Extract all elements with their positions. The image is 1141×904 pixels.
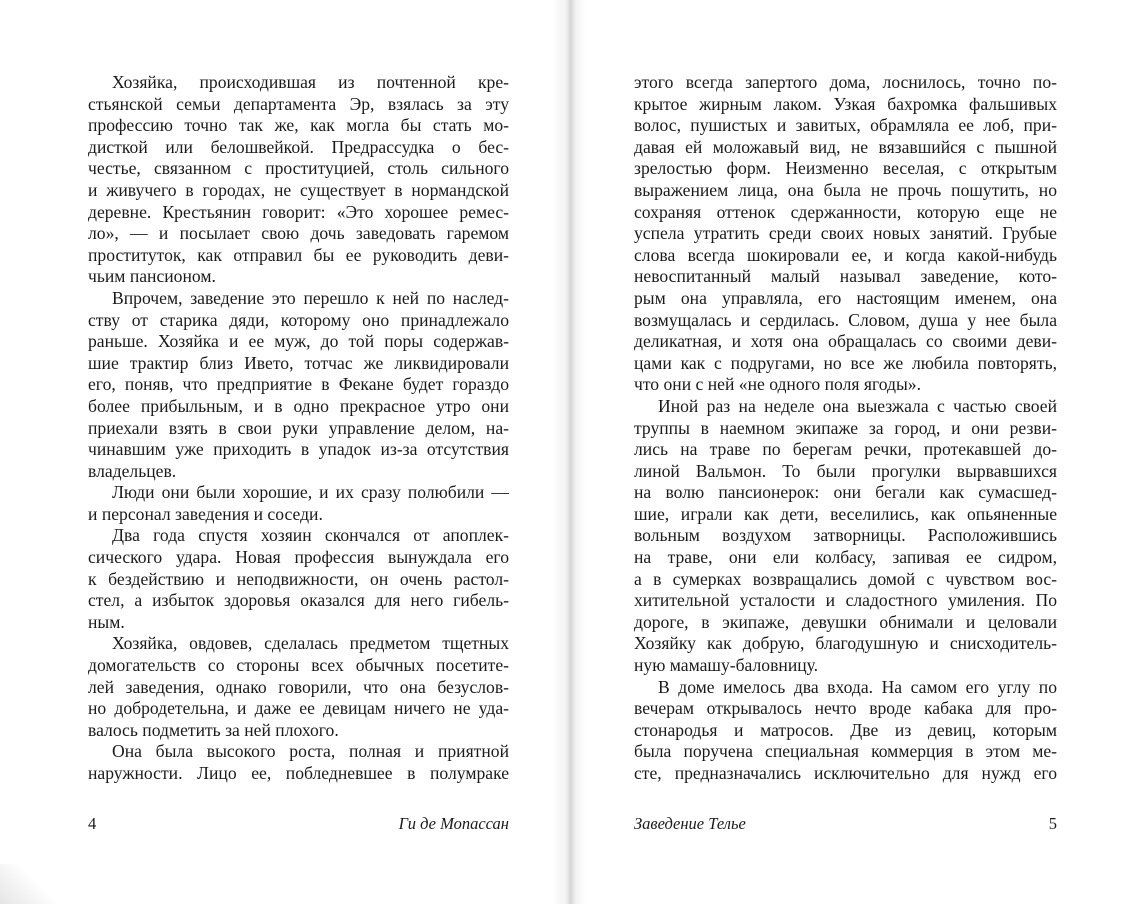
text-line: на траве, они ели колбасу, запивая ее сидром, bbox=[634, 547, 1057, 568]
text-line: сохраняя оттенок сдержанности, которую еще не bbox=[634, 201, 1057, 222]
page-number-right: 5 bbox=[1048, 814, 1057, 833]
text-line: лись на траве по берегам речки, протекавшей до- bbox=[634, 439, 1057, 460]
text-line: Два года спустя хозяин скончался от апоплек- bbox=[112, 525, 509, 546]
text-line: профессию точно так же, как могла бы стать мо- bbox=[88, 115, 509, 136]
text-line: крытое жирным лаком. Узкая бахромка фальшивых bbox=[634, 93, 1057, 114]
running-title-author: Ги де Мопассан bbox=[398, 814, 509, 833]
text-line: В доме имелось два входа. На самом его углу по bbox=[658, 676, 1057, 697]
text-line: выражением лица, она была не прочь пошутить, но bbox=[634, 179, 1057, 200]
text-line: и персонал заведения и соседи. bbox=[88, 503, 323, 524]
text-line: хитительной усталости и сладостного умиления. По bbox=[634, 590, 1057, 611]
text-line: стонародья и матросов. Две из девиц, которым bbox=[634, 719, 1057, 740]
text-line: валось подметить за ней плохого. bbox=[88, 719, 339, 740]
text-line: Хозяйка, овдовев, сделалась предметом тщетных bbox=[112, 633, 509, 654]
text-line: давая ей моложавый вид, не вязавшийся с пышной bbox=[634, 136, 1057, 157]
left-page bbox=[0, 0, 567, 904]
text-line: вольным воздухом затворницы. Расположившись bbox=[634, 525, 1057, 546]
text-line: этого всегда запертого дома, лоснилось, точно по- bbox=[634, 72, 1057, 92]
text-line: Люди они были хорошие, и их сразу полюбили — bbox=[112, 482, 509, 503]
text-line: зрелостью форм. Неизменно веселая, с открытым bbox=[634, 158, 1057, 179]
page-number-left: 4 bbox=[88, 814, 97, 833]
text-line: волос, пушистых и завитых, обрамляла ее лоб, при- bbox=[634, 115, 1057, 136]
text-line: деревне. Крестьянин говорит: «Это хорошее ремес- bbox=[88, 201, 509, 222]
text-line: приехали взять в свои руки управление делом, на- bbox=[88, 417, 509, 438]
text-line: ную мамашу-баловницу. bbox=[634, 655, 819, 676]
text-line: к бездействию и неподвижности, он очень растол- bbox=[88, 568, 509, 589]
text-line: на волю пансионерок: они бегали как сумасшед- bbox=[634, 482, 1057, 503]
text-line: но добродетельна, и даже ее девицам ничего не уда- bbox=[88, 698, 509, 719]
right-page-body bbox=[634, 72, 1057, 785]
page-corner-shadow bbox=[0, 864, 60, 904]
text-line: рым она управляла, его настоящим именем, она bbox=[634, 287, 1057, 308]
text-line: слова всегда шокировали ее, и когда какой-нибудь bbox=[634, 244, 1057, 265]
text-line: цами как с подругами, но все же любила повторять, bbox=[634, 352, 1057, 373]
text-line: линой Вальмон. То были прогулки вырвавшихся bbox=[634, 460, 1057, 481]
text-line: ству от старика дяди, которому оно принадлежало bbox=[88, 309, 509, 330]
text-line: Она была высокого роста, полная и приятной bbox=[112, 741, 509, 762]
text-line: дисткой или белошвейкой. Предрассудка о бес- bbox=[88, 136, 509, 157]
text-line: наружности. Лицо ее, побледневшее в полумраке bbox=[88, 763, 509, 783]
text-line: а в сумерках возвращались домой с чувством вос- bbox=[634, 568, 1057, 589]
text-line: раньше. Хозяйка и ее муж, до той поры содержав- bbox=[88, 331, 509, 352]
text-line: вечерам открывалось нечто вроде кабака для про- bbox=[634, 698, 1057, 719]
text-line: и живучего в городах, не существует в нормандской bbox=[88, 179, 509, 200]
text-line: проституток, как отправил бы ее руководить деви- bbox=[88, 244, 509, 265]
left-page-body bbox=[88, 72, 509, 785]
text-line: ным. bbox=[88, 611, 125, 632]
text-line: чьим пансионом. bbox=[88, 266, 216, 287]
text-line: стьянской семьи департамента Эр, взялась за эту bbox=[88, 93, 509, 114]
text-line: Хозяйка, происходившая из почтенной кре- bbox=[112, 72, 509, 92]
text-line: стел, а избыток здоровья оказался для него гибель- bbox=[88, 590, 509, 611]
text-line: сте, предназначались исключительно для нужд его bbox=[634, 763, 1057, 783]
text-line: домогательств со стороны всех обычных посетите- bbox=[88, 655, 509, 676]
text-line: ло», — и посылает свою дочь заведовать гаремом bbox=[88, 223, 509, 244]
text-line: что они с ней «не одного поля ягоды». bbox=[634, 374, 921, 395]
text-line: невоспитанный малый называл заведение, кото- bbox=[634, 266, 1057, 287]
text-line: шие, играли как дети, веселились, как опьяненные bbox=[634, 503, 1057, 524]
text-line: Хозяйку как добрую, благодушную и снисходитель- bbox=[634, 633, 1057, 654]
right-page bbox=[571, 0, 1141, 904]
text-line: труппы в наемном экипаже за город, и они резви- bbox=[634, 417, 1057, 438]
text-line: дороге, в экипаже, девушки обнимали и целовали bbox=[634, 611, 1057, 632]
text-line: Иной раз на неделе она выезжала с частью своей bbox=[658, 395, 1057, 416]
text-line: шие трактир близ Ивето, тотчас же ликвидировали bbox=[88, 352, 509, 373]
text-line: возмущалась и сердилась. Словом, душа у нее была bbox=[634, 309, 1057, 330]
text-line: сического удара. Новая профессия вынуждала его bbox=[88, 547, 509, 568]
text-line: Впрочем, заведение это перешло к ней по наслед- bbox=[112, 287, 509, 308]
text-line: деликатная, и хотя она обращалась со своими деви- bbox=[634, 331, 1057, 352]
text-line: более прибыльным, и в одно прекрасное утро они bbox=[88, 395, 509, 416]
text-line: честье, связанном с проституцией, столь сильного bbox=[88, 158, 509, 179]
running-title-work: Заведение Телье bbox=[634, 814, 746, 833]
text-line: его, поняв, что предприятие в Фекане будет гораздо bbox=[88, 374, 509, 395]
text-line: успела утратить среди своих новых занятий. Грубые bbox=[634, 223, 1057, 244]
text-line: была поручена специальная коммерция в этом ме- bbox=[634, 741, 1057, 762]
text-line: владельцев. bbox=[88, 460, 177, 481]
text-line: чинавшим уже приходить в упадок из-за отсутствия bbox=[88, 439, 509, 460]
text-line: лей заведения, однако говорили, что она безуслов- bbox=[88, 676, 509, 697]
